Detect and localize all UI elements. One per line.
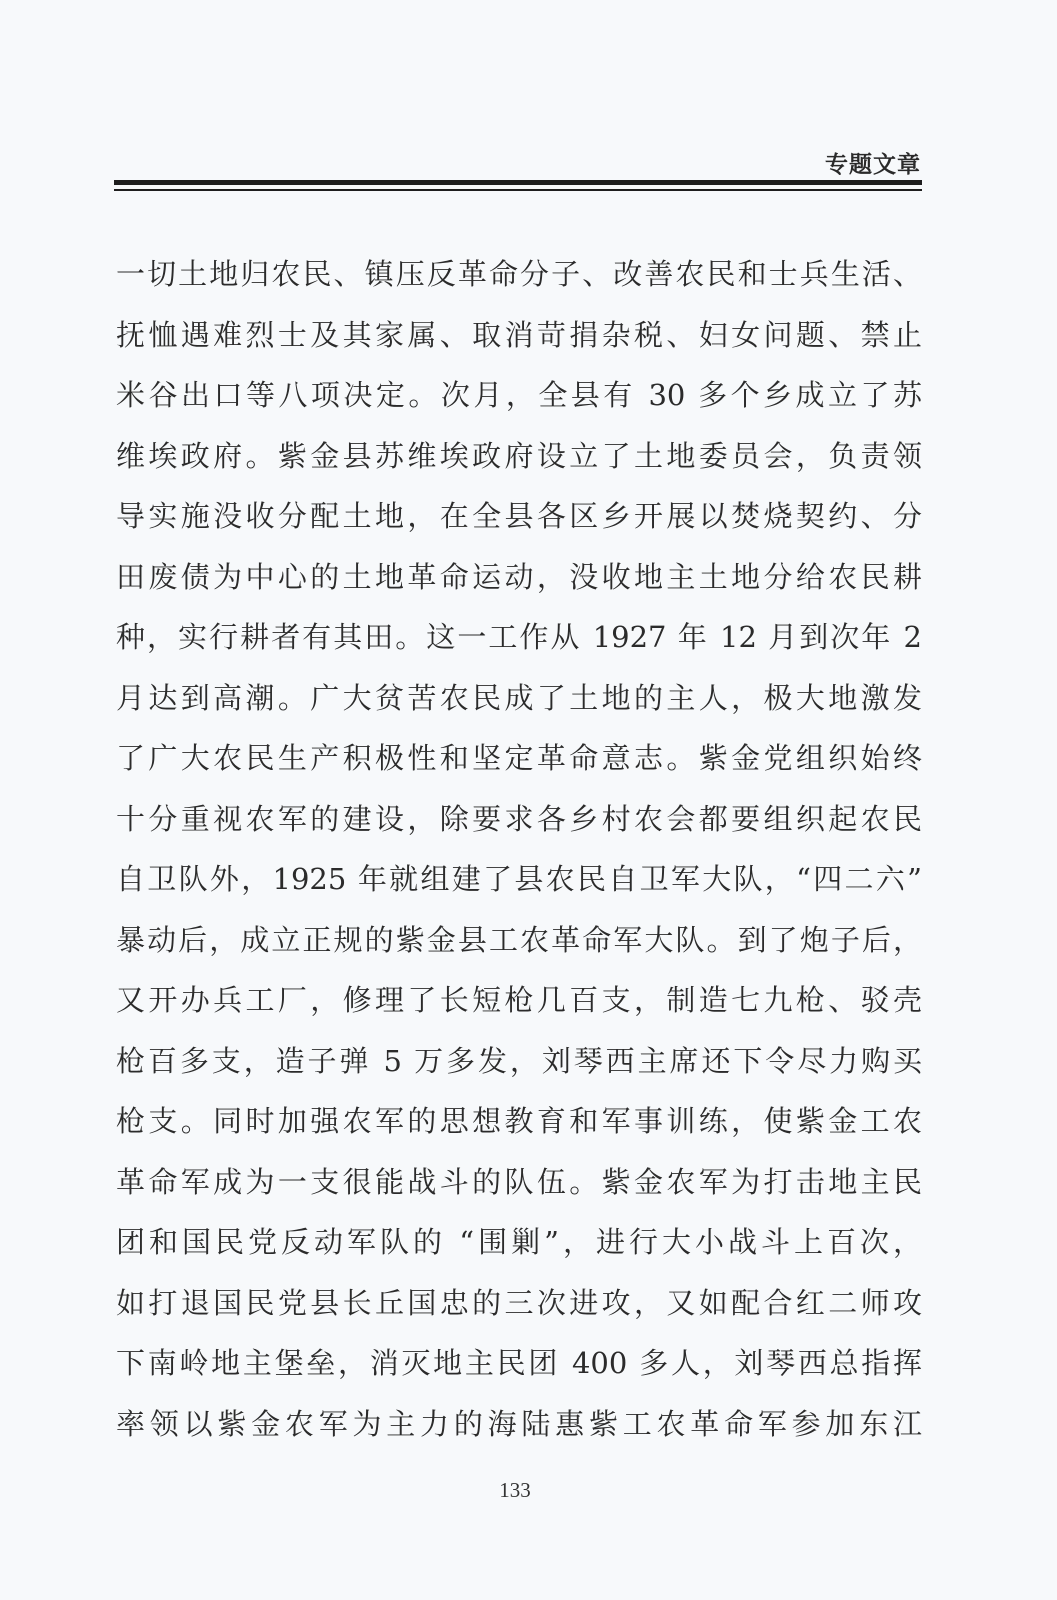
text-line: 田废债为中心的土地革命运动，没收地主土地分给农民耕: [116, 559, 922, 594]
text-line: 枪百多支，造子弹 5 万多发，刘琴西主席还下令尽力购买: [116, 1043, 922, 1078]
text-line: 下南岭地主堡垒，消灭地主民团 400 多人，刘琴西总指挥: [116, 1346, 922, 1380]
body-text: [116, 252, 922, 1462]
section-title: 专题文章: [825, 152, 921, 178]
text-line: 革命军成为一支很能战斗的队伍。紫金农军为打击地主民: [116, 1164, 922, 1199]
text-line: 又开办兵工厂，修理了长短枪几百支，制造七九枪、驳壳: [116, 983, 922, 1017]
page-number: 133: [499, 1478, 531, 1502]
text-line: 如打退国民党县长丘国忠的三次进攻，又如配合红二师攻: [116, 1285, 922, 1320]
text-line: 米谷出口等八项决定。次月，全县有 30 多个乡成立了苏: [116, 378, 922, 412]
text-line: 月达到高潮。广大贫苦农民成了土地的主人，极大地激发: [116, 680, 922, 715]
text-line: 枪支。同时加强农军的思想教育和军事训练，使紫金工农: [116, 1104, 922, 1138]
text-line: 十分重视农军的建设，除要求各乡村农会都要组织起农民: [116, 801, 922, 836]
text-line: 了广大农民生产积极性和坚定革命意志。紫金党组织始终: [116, 741, 922, 775]
text-line: 自卫队外，1925 年就组建了县农民自卫军大队，“四二六”: [116, 862, 922, 896]
text-line: 率领以紫金农军为主力的海陆惠紫工农革命军参加东江: [116, 1406, 922, 1441]
text-line: 一切土地归农民、镇压反革命分子、改善农民和士兵生活、: [116, 257, 922, 291]
text-line: 维埃政府。紫金县苏维埃政府设立了土地委员会，负责领: [116, 438, 922, 473]
text-line: 种，实行耕者有其田。这一工作从 1927 年 12 月到次年 2: [116, 620, 922, 654]
text-line: 抚恤遇难烈士及其家属、取消苛捐杂税、妇女问题、禁止: [116, 317, 922, 352]
text-line: 团和国民党反动军队的 “围剿”，进行大小战斗上百次，: [116, 1225, 922, 1259]
text-line: 暴动后，成立正规的紫金县工农革命军大队。到了炮子后，: [116, 922, 922, 957]
header-rule-thick: [114, 180, 922, 185]
text-line: 导实施没收分配土地，在全县各区乡开展以焚烧契约、分: [116, 499, 922, 533]
header-rule-thin: [114, 189, 922, 191]
